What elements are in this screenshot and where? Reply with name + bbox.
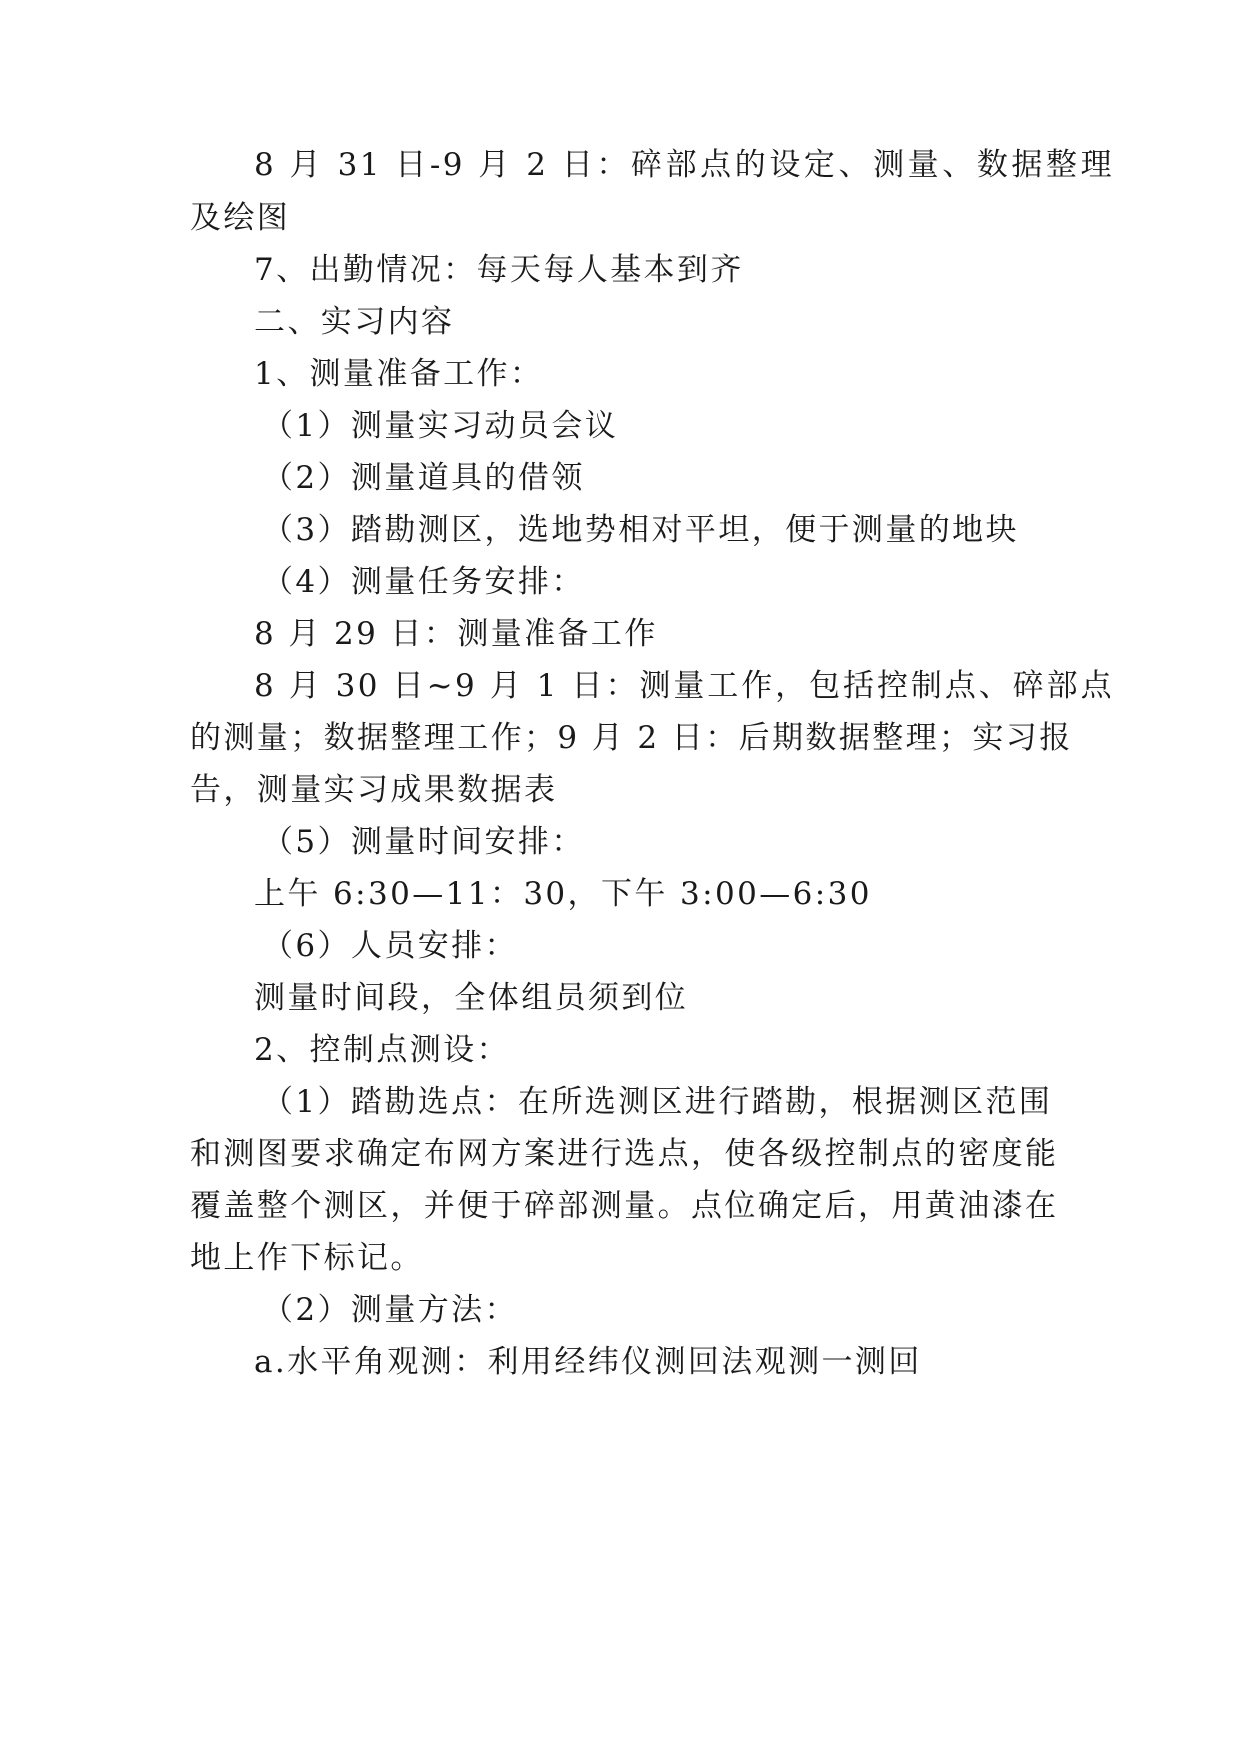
text-line: 覆盖整个测区，并便于碎部测量。点位确定后，用黄油漆在 [190, 1188, 1059, 1224]
text-line: a.水平角观测：利用经纬仪测回法观测一测回 [254, 1344, 922, 1380]
list-item: （1）测量实习动员会议 [262, 408, 619, 444]
text-line: 和测图要求确定布网方案进行选点，使各级控制点的密度能 [190, 1136, 1059, 1172]
text-line: 的测量；数据整理工作；9 月 2 日：后期数据整理；实习报 [190, 720, 1073, 756]
subsection-heading: 2、控制点测设： [254, 1032, 510, 1068]
list-item: （1）踏勘选点：在所选测区进行踏勘，根据测区范围 [262, 1084, 1053, 1120]
text-line: 8 月 29 日：测量准备工作 [254, 616, 658, 652]
list-item: （3）踏勘测区，选地势相对平坦，便于测量的地块 [262, 512, 1019, 548]
list-item: （6）人员安排： [262, 928, 518, 964]
list-item: （4）测量任务安排： [262, 564, 585, 600]
text-line: 测量时间段，全体组员须到位 [254, 980, 689, 1016]
section-heading: 二、实习内容 [254, 304, 455, 340]
subsection-heading: 1、测量准备工作： [254, 356, 544, 392]
text-line: 地上作下标记。 [190, 1240, 424, 1276]
list-item: （2）测量方法： [262, 1292, 518, 1328]
text-line: 及绘图 [190, 200, 291, 236]
list-item: （5）测量时间安排： [262, 824, 585, 860]
text-line: 上午 6:30—11：30，下午 3:00—6:30 [254, 876, 872, 912]
list-item: （2）测量道具的借领 [262, 460, 585, 496]
text-line: 7、出勤情况：每天每人基本到齐 [254, 252, 744, 288]
text-line: 8 月 30 日~9 月 1 日：测量工作，包括控制点、碎部点 [254, 668, 1114, 704]
text-line: 告，测量实习成果数据表 [190, 772, 558, 808]
text-line: 8 月 31 日-9 月 2 日：碎部点的设定、测量、数据整理 [254, 147, 1114, 183]
